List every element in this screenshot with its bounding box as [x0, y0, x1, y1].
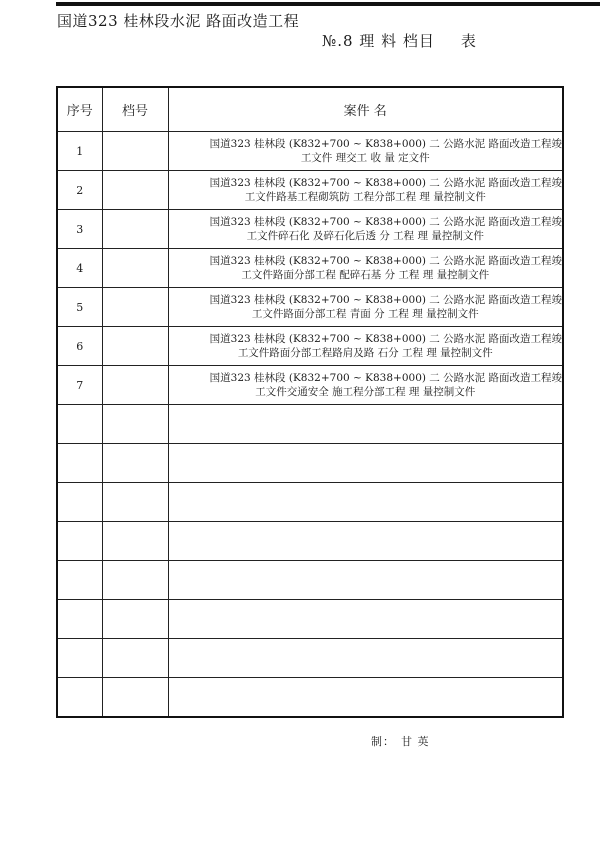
empty-table-row: [57, 444, 563, 483]
case-name-line2: 工文件路面分部工程 青面 分 工程 理 量控制文件: [251, 308, 479, 320]
case-name-line1: 国道323 桂林段 (K832+700 ~ K838+000) 二 公路水泥 路面改造工程竣: [209, 294, 562, 306]
row-case-name-cell: [168, 327, 563, 366]
row-file-no-cell: [102, 210, 168, 249]
empty-table-row: [57, 639, 563, 678]
column-header-case-name: 案件 名: [168, 87, 563, 132]
row-file-no-cell: [102, 171, 168, 210]
empty-cell: [168, 561, 563, 600]
empty-table-row: [57, 600, 563, 639]
empty-table-row: [57, 405, 563, 444]
table-row: [57, 327, 563, 366]
case-name-line1: 国道323 桂林段 (K832+700 ~ K838+000) 二 公路水泥 路面改造工程竣: [209, 177, 562, 189]
empty-cell: [57, 522, 102, 561]
row-case-name-cell: [168, 171, 563, 210]
table-row: [57, 249, 563, 288]
preparer-name: 甘 英: [401, 735, 430, 748]
catalog-table: [56, 86, 564, 718]
empty-cell: [168, 405, 563, 444]
empty-table-row: [57, 561, 563, 600]
row-seq-cell: 6: [57, 327, 102, 366]
row-seq-cell: 5: [57, 288, 102, 327]
case-name-line1: 国道323 桂林段 (K832+700 ~ K838+000) 二 公路水泥 路面改造工程竣: [209, 216, 562, 228]
preparer-signature: [371, 733, 430, 749]
empty-cell: [168, 639, 563, 678]
empty-cell: [102, 483, 168, 522]
empty-cell: [168, 522, 563, 561]
empty-cell: [168, 678, 563, 718]
empty-table-row: [57, 522, 563, 561]
page-title: 国道323 桂林段水泥 路面改造工程: [57, 12, 300, 30]
table-row: [57, 132, 563, 171]
row-case-name-cell: [168, 249, 563, 288]
empty-cell: [102, 444, 168, 483]
preparer-label: 制：: [371, 735, 395, 748]
row-file-no-cell: [102, 249, 168, 288]
column-header-seq: 序号: [57, 87, 102, 132]
row-file-no-cell: [102, 366, 168, 405]
empty-cell: [168, 483, 563, 522]
table-row: [57, 366, 563, 405]
row-file-no-cell: [102, 132, 168, 171]
empty-cell: [57, 678, 102, 718]
row-seq-cell: 4: [57, 249, 102, 288]
empty-cell: [57, 639, 102, 678]
empty-cell: [102, 405, 168, 444]
case-name-line2: 工文件交通安全 施工程分部工程 理 量控制文件: [255, 386, 476, 398]
empty-cell: [102, 639, 168, 678]
empty-table-row: [57, 483, 563, 522]
top-rule: [56, 2, 600, 6]
subtitle-end: 表: [460, 32, 477, 50]
case-name-line1: 国道323 桂林段 (K832+700 ~ K838+000) 二 公路水泥 路面改造工程竣: [209, 138, 562, 150]
case-name-line2: 工文件路面分部工程 配碎石基 分 工程 理 量控制文件: [241, 269, 490, 281]
empty-cell: [57, 561, 102, 600]
row-case-name-cell: [168, 366, 563, 405]
case-name-line1: 国道323 桂林段 (K832+700 ~ K838+000) 二 公路水泥 路面改造工程竣: [209, 372, 562, 384]
case-name-line2: 工文件 理交工 收 量 定文件: [300, 152, 430, 164]
row-seq-cell: 7: [57, 366, 102, 405]
row-seq-cell: 3: [57, 210, 102, 249]
case-name-line2: 工文件路基工程砌筑防 工程分部工程 理 量控制文件: [244, 191, 486, 203]
empty-cell: [168, 444, 563, 483]
row-file-no-cell: [102, 327, 168, 366]
empty-cell: [102, 561, 168, 600]
table-header-row: [57, 87, 563, 132]
row-case-name-cell: [168, 288, 563, 327]
table-row: [57, 171, 563, 210]
row-case-name-cell: [168, 210, 563, 249]
empty-cell: [168, 600, 563, 639]
case-name-line1: 国道323 桂林段 (K832+700 ~ K838+000) 二 公路水泥 路面改造工程竣: [209, 255, 562, 267]
table-row: [57, 288, 563, 327]
row-seq-cell: 2: [57, 171, 102, 210]
row-case-name-cell: [168, 132, 563, 171]
empty-cell: [102, 600, 168, 639]
case-name-line2: 工文件路面分部工程路肩及路 石分 工程 理 量控制文件: [237, 347, 493, 359]
table-body: [57, 132, 563, 718]
case-name-line1: 国道323 桂林段 (K832+700 ~ K838+000) 二 公路水泥 路面改造工程竣: [209, 333, 562, 345]
empty-cell: [102, 678, 168, 718]
empty-cell: [57, 483, 102, 522]
empty-table-row: [57, 678, 563, 718]
row-seq-cell: 1: [57, 132, 102, 171]
row-file-no-cell: [102, 288, 168, 327]
page-subtitle: [322, 30, 477, 51]
empty-cell: [57, 444, 102, 483]
empty-cell: [57, 405, 102, 444]
empty-cell: [102, 522, 168, 561]
table-row: [57, 210, 563, 249]
empty-cell: [57, 600, 102, 639]
case-name-line2: 工文件碎石化 及碎石化后透 分 工程 理 量控制文件: [246, 230, 484, 242]
subtitle-number: №.8: [322, 32, 354, 50]
subtitle-words: 理 料 档目: [359, 32, 435, 50]
column-header-file-no: 档号: [102, 87, 168, 132]
